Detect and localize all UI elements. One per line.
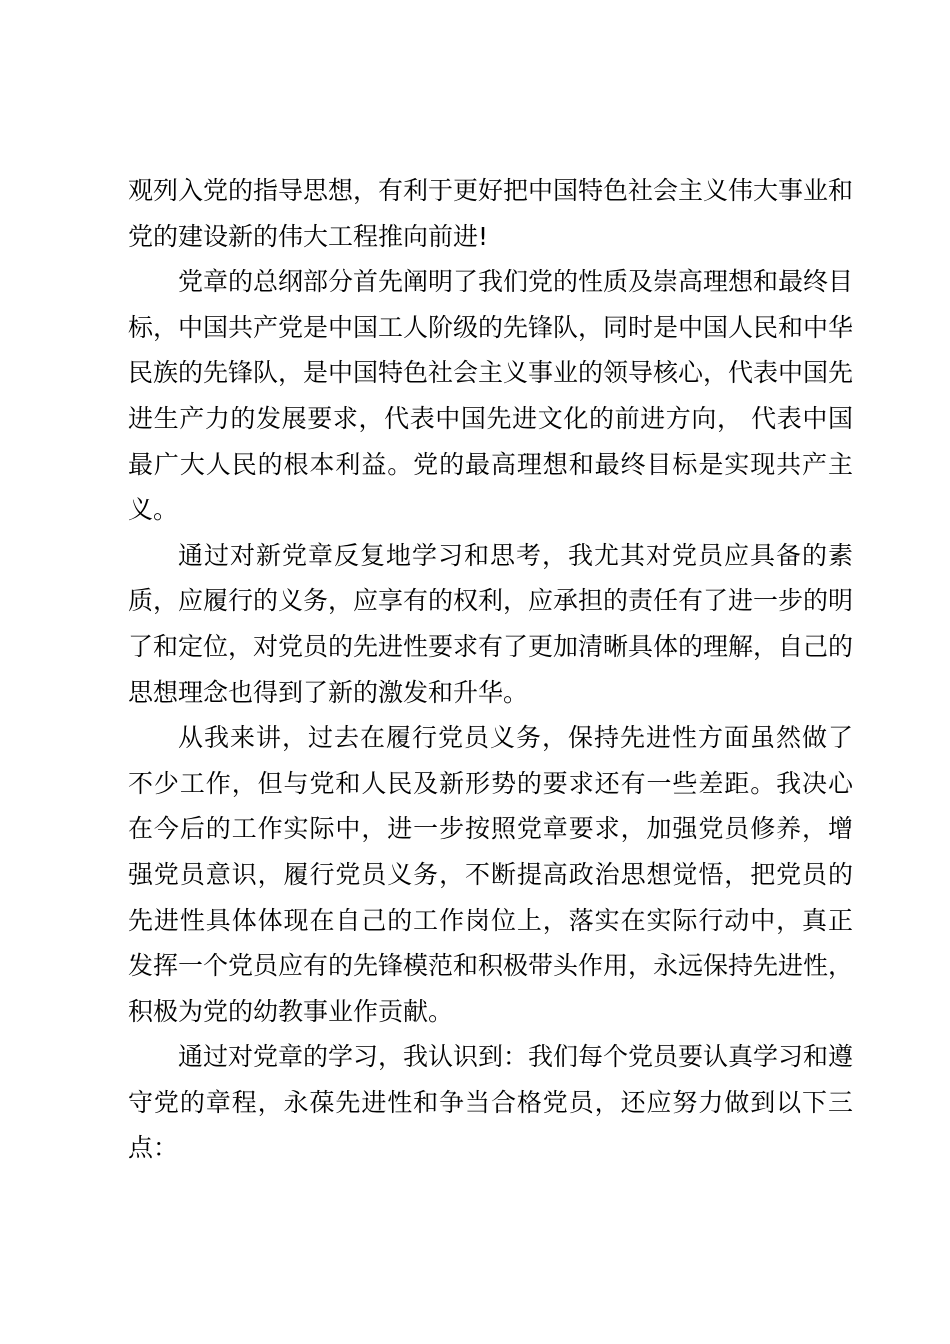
- paragraph-three-points-intro: 通过对党章的学习，我认识到：我们每个党员要认真学习和遵守党的章程，永葆先进性和争当合格党员，还应努力做到以下三点：: [128, 1042, 854, 1163]
- paragraph-party-constitution-general-program: 党章的总纲部分首先阐明了我们党的性质及崇高理想和最终目标，中国共产党是中国工人阶级的先锋队，同时是中国人民和中华民族的先锋队，是中国特色社会主义事业的领导核心，代表中国先进生产力的发展要求，代表中国先进文化的前进方向， 代表中国最广大人民的根本利益。党的最高理想和最终目标是实现共产主义。: [128, 267, 854, 525]
- document-body: [128, 168, 853, 1171]
- paragraph-personal-commitment: 从我来讲，过去在履行党员义务，保持先进性方面虽然做了 不少工作，但与党和人民及新形势的要求还有一些差距。我决心 在今后的工作实际中，进一步按照党章要求，加强党员修养，增 强党员意识，履行党员义务，不断提高政治思想觉悟，把党员的 先进性具体体现在自己的工作岗位上，落实在实际行动中，真正 发挥一个党员应有的先锋模范和积极带头作用，永远保持先进性， 积极为党的幼教事业作贡献。: [128, 723, 854, 1026]
- paragraph-study-reflection: 通过对新党章反复地学习和思考，我尤其对党员应具备的素质，应履行的义务，应享有的权利，应承担的责任有了进一步的明了和定位，对党员的先进性要求有了更加清晰具体的理解，自己的思想理念也得到了新的激发和升华。: [128, 540, 854, 707]
- paragraph-continuation: 观列入党的指导思想，有利于更好把中国特色社会主义伟大事业和党的建设新的伟大工程推向前进!: [128, 176, 854, 251]
